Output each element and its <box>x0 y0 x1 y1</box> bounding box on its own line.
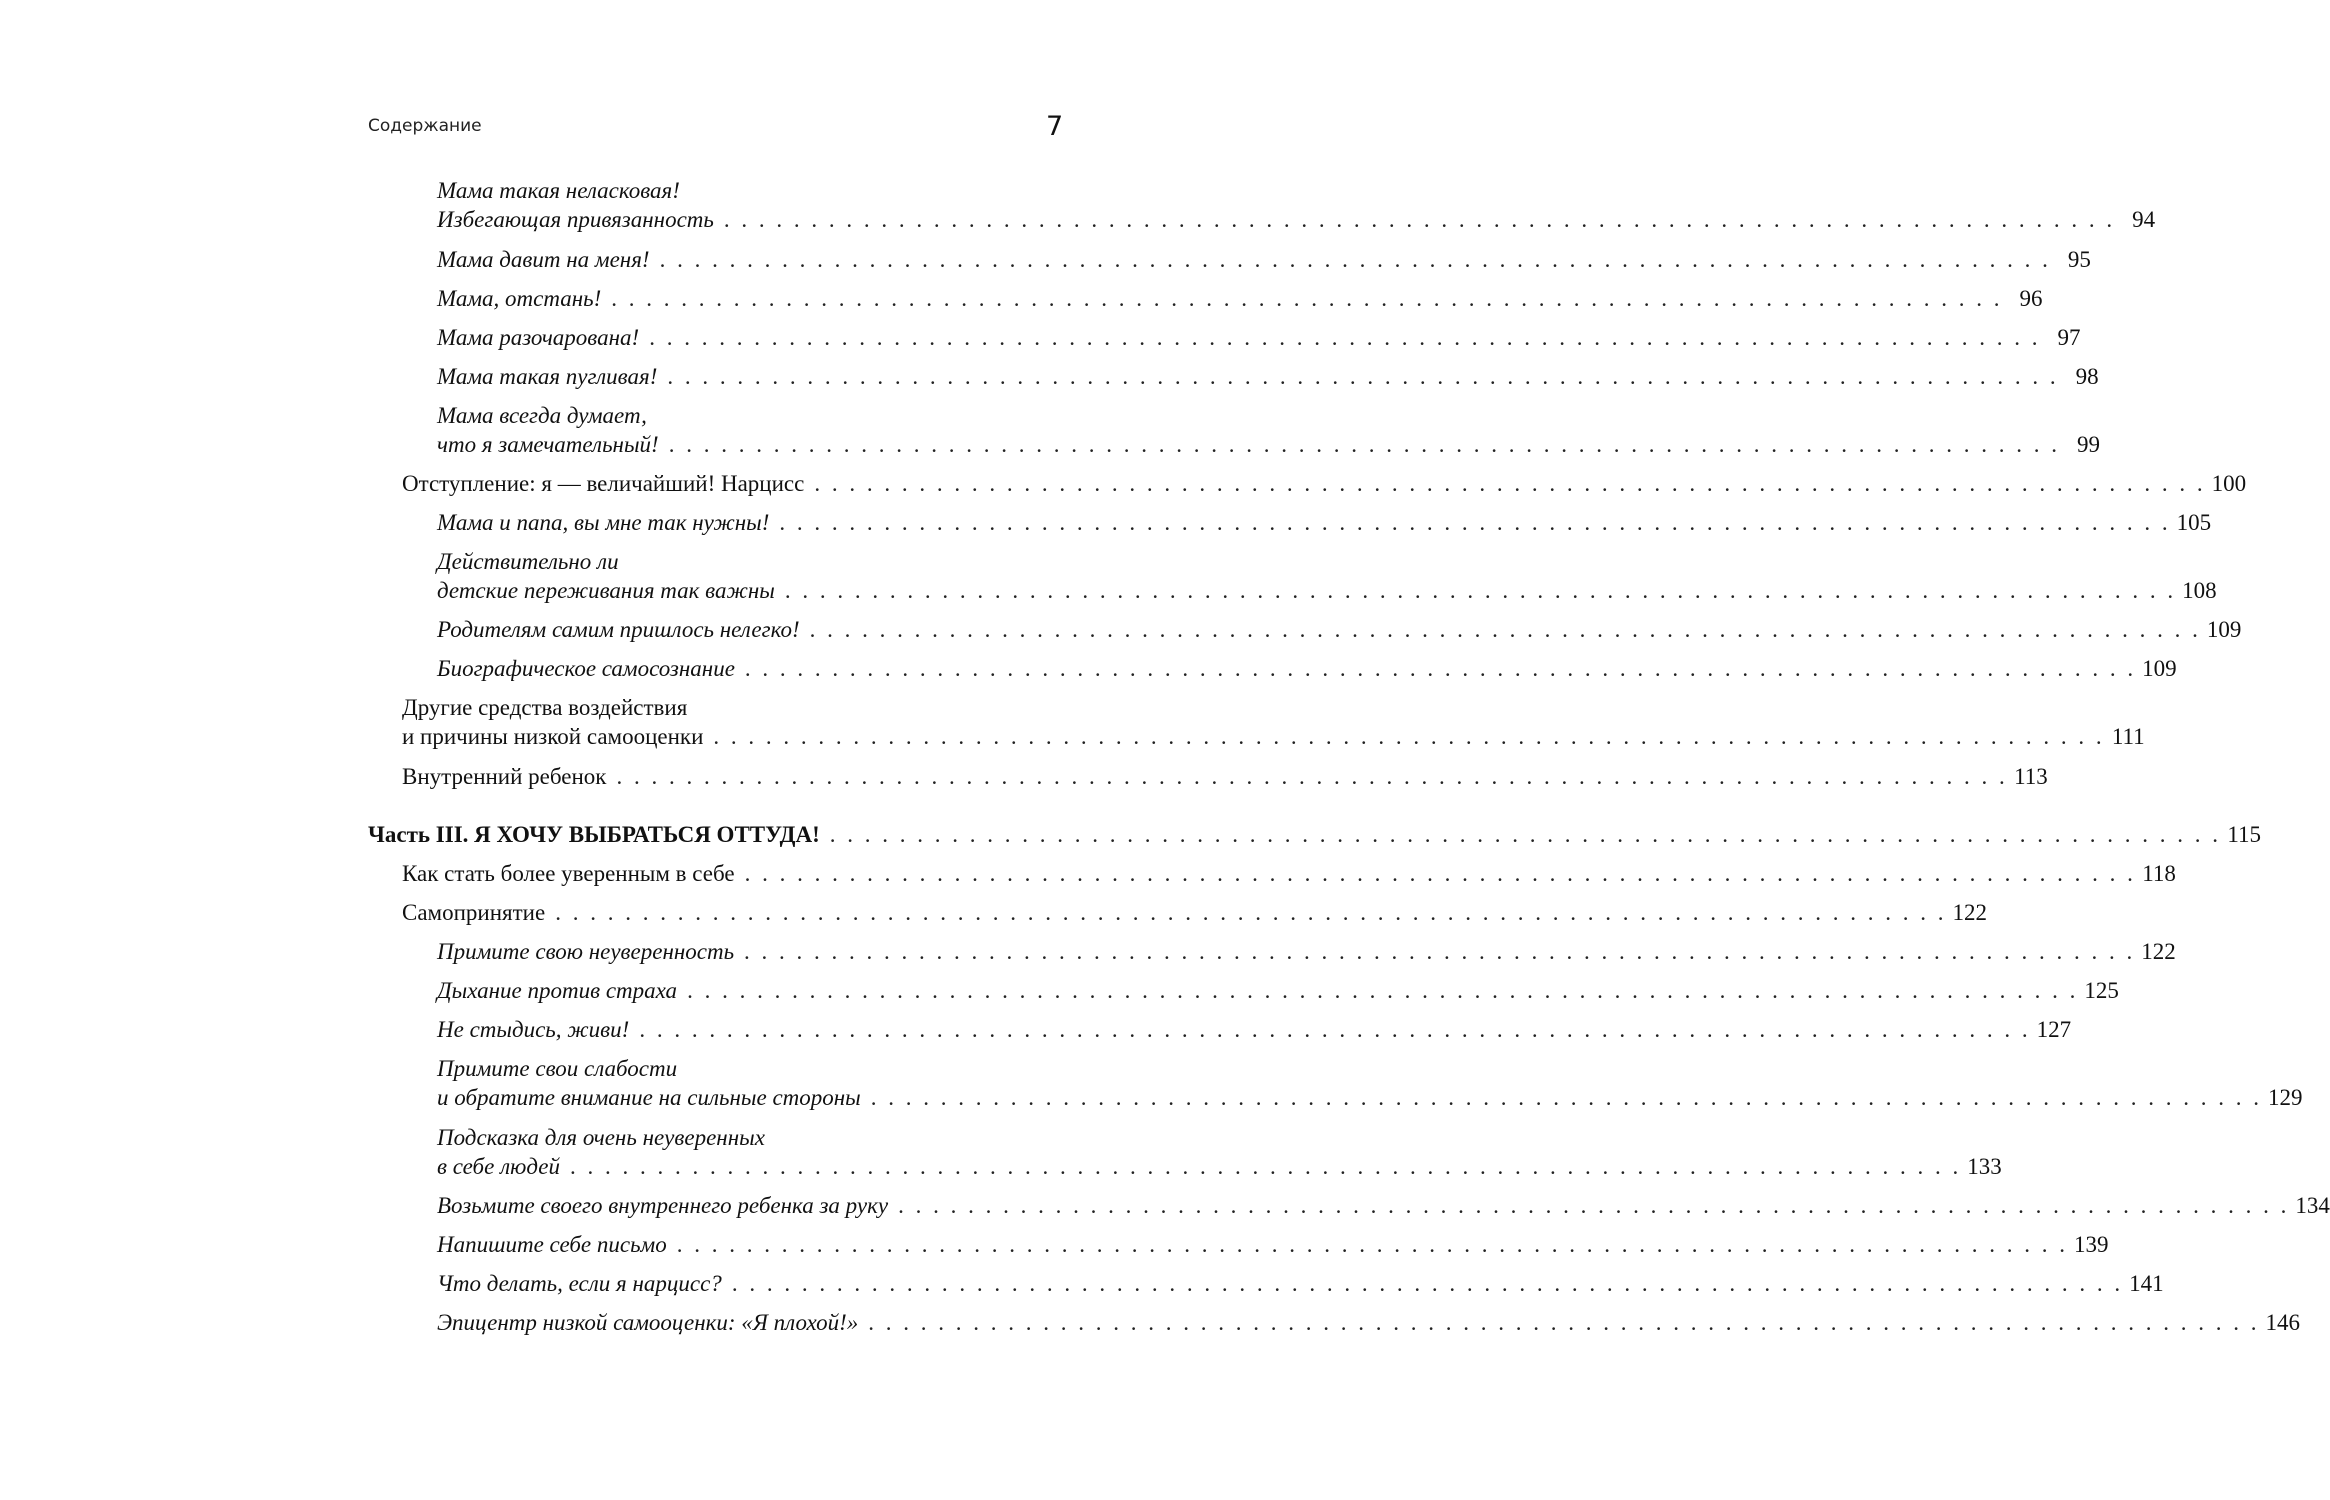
toc-entry[interactable] <box>437 284 2043 315</box>
toc-entry-title: Напишите себе письмо <box>437 1232 667 1257</box>
toc-entry-page: 115 <box>2227 822 2262 847</box>
toc-entry-page: 141 <box>2129 1271 2164 1296</box>
toc-entry-title: Возьмите своего внутреннего ребенка за руку <box>437 1193 889 1218</box>
dot-leader: . . . . . . . . . . . . . . . . . . . . . . . . . . . . . . . . . . . . . . . . . . . . . . . . . . . . . . . . . . . . . . . . . . . . . . . . . . . . . . . . <box>676 1232 2068 1257</box>
toc-entry[interactable] <box>402 898 1987 929</box>
dot-leader: . . . . . . . . . . . . . . . . . . . . . . . . . . . . . . . . . . . . . . . . . . . . . . . . . . . . . . . . . . . . . . . . . . . . . . . . . . . . . . . . <box>616 764 2008 789</box>
dot-leader: . . . . . . . . . . . . . . . . . . . . . . . . . . . . . . . . . . . . . . . . . . . . . . . . . . . . . . . . . . . . . . . . . . . . . . . . . . . . . . . . <box>744 656 2137 681</box>
dot-leader: . . . . . . . . . . . . . . . . . . . . . . . . . . . . . . . . . . . . . . . . . . . . . . . . . . . . . . . . . . . . . . . . . . . . . . . . . . . . . . . . <box>667 364 2059 389</box>
toc-entry[interactable] <box>402 693 2145 753</box>
toc-entry-page: 113 <box>2014 764 2048 789</box>
toc-entry[interactable] <box>402 469 2247 500</box>
toc-entry-title: Внутренний ребенок <box>402 764 607 789</box>
toc-entry-title: Родителям самим пришлось нелегко! <box>437 617 800 642</box>
dot-leader: . . . . . . . . . . . . . . . . . . . . . . . . . . . . . . . . . . . . . . . . . . . . . . . . . . . . . . . . . . . . . . . . . . . . . . . . . . . . . . . . <box>723 207 2116 232</box>
toc-entry-page: 108 <box>2182 578 2217 603</box>
toc-entry-title: Мама всегда думает, <box>437 403 647 428</box>
page-number: 7 <box>1046 111 1064 142</box>
toc-entry-title: Как стать более уверенным в себе <box>402 861 735 886</box>
toc-entry[interactable] <box>437 1230 2109 1261</box>
dot-leader: . . . . . . . . . . . . . . . . . . . . . . . . . . . . . . . . . . . . . . . . . . . . . . . . . . . . . . . . . . . . . . . . . . . . . . . . . . . . . . . . <box>868 1310 2260 1335</box>
toc-entry-page: 125 <box>2084 978 2119 1003</box>
dot-leader: . . . . . . . . . . . . . . . . . . . . . . . . . . . . . . . . . . . . . . . . . . . . . . . . . . . . . . . . . . . . . . . . . . . . . . . . . . . . . . . . <box>555 900 1947 925</box>
toc-entry-page: 146 <box>2265 1310 2301 1335</box>
dot-leader: . . . . . . . . . . . . . . . . . . . . . . . . . . . . . . . . . . . . . . . . . . . . . . . . . . . . . . . . . . . . . . . . . . . . . . . . . . . . . . . . <box>870 1085 2262 1110</box>
dot-leader: . . . . . . . . . . . . . . . . . . . . . . . . . . . . . . . . . . . . . . . . . . . . . . . . . . . . . . . . . . . . . . . . . . . . . . . . . . . . . . . . <box>779 510 2171 535</box>
toc-entry-title: и обратите внимание на сильные стороны <box>437 1085 861 1110</box>
toc-entry[interactable] <box>437 1123 2002 1183</box>
toc-entry-page: 134 <box>2295 1193 2330 1218</box>
dot-leader: . . . . . . . . . . . . . . . . . . . . . . . . . . . . . . . . . . . . . . . . . . . . . . . . . . . . . . . . . . . . . . . . . . . . . . . . . . . . . . . . <box>713 724 2105 749</box>
dot-leader: . . . . . . . . . . . . . . . . . . . . . . . . . . . . . . . . . . . . . . . . . . . . . . . . . . . . . . . . . . . . . . . . . . . . . . . . . . . . . . . . <box>659 247 2051 272</box>
toc-entry-title: детские переживания так важны <box>437 578 775 603</box>
toc-entry[interactable] <box>437 976 2119 1007</box>
toc-entry-page: 97 <box>2057 325 2081 350</box>
toc-entry[interactable] <box>437 547 2217 607</box>
toc-entry-page: 109 <box>2206 617 2242 642</box>
toc-entry[interactable] <box>437 245 2091 276</box>
toc-entry-title: Мама и папа, вы мне так нужны! <box>437 510 770 535</box>
toc-entry[interactable] <box>437 401 2100 461</box>
toc-entry-title: и причины низкой самооценки <box>402 724 704 749</box>
toc-entry[interactable] <box>437 937 2176 968</box>
toc-entry-page: 111 <box>2111 724 2145 749</box>
toc-entry-page: 122 <box>1952 900 1987 925</box>
toc-entry-title: Примите свою неуверенность <box>437 939 735 964</box>
toc-entry[interactable] <box>437 323 2081 354</box>
toc-entry-title: Мама, отстань! <box>437 286 602 311</box>
toc-entry[interactable] <box>437 1269 2164 1300</box>
dot-leader: . . . . . . . . . . . . . . . . . . . . . . . . . . . . . . . . . . . . . . . . . . . . . . . . . . . . . . . . . . . . . . . . . . . . . . . . . . . . . . . . <box>898 1193 2290 1218</box>
toc-entry-title: Отступление: я — величайший! Нарцисс <box>402 471 805 496</box>
toc-entry-title: Мама давит на меня! <box>437 247 650 272</box>
toc-entry[interactable] <box>402 859 2176 890</box>
toc-entry-title: Подсказка для очень неуверенных <box>437 1125 765 1150</box>
toc-entry-title: Другие средства воздействия <box>402 695 688 720</box>
toc-entry-page: 127 <box>2036 1017 2072 1042</box>
toc-entry-page: 95 <box>2067 247 2091 272</box>
toc-entry[interactable] <box>437 1191 2330 1222</box>
dot-leader: . . . . . . . . . . . . . . . . . . . . . . . . . . . . . . . . . . . . . . . . . . . . . . . . . . . . . . . . . . . . . . . . . . . . . . . . . . . . . . . . <box>569 1154 1962 1179</box>
running-head-title: Содержание <box>368 116 482 136</box>
toc-entry-title: Биографическое самосознание <box>437 656 735 681</box>
toc-entry[interactable] <box>437 176 2156 236</box>
dot-leader: . . . . . . . . . . . . . . . . . . . . . . . . . . . . . . . . . . . . . . . . . . . . . . . . . . . . . . . . . . . . . . . . . . . . . . . . . . . . . . . . <box>668 432 2060 457</box>
toc-entry-page: 139 <box>2073 1232 2109 1257</box>
dot-leader: . . . . . . . . . . . . . . . . . . . . . . . . . . . . . . . . . . . . . . . . . . . . . . . . . . . . . . . . . . . . . . . . . . . . . . . . . . . . . . . . <box>649 325 2041 350</box>
toc-entry-title: Дыхание против страха <box>437 978 678 1003</box>
toc-entry-title: Часть III. Я ХОЧУ ВЫБРАТЬСЯ ОТТУДА! <box>368 822 820 847</box>
toc-entry[interactable] <box>437 1015 2072 1046</box>
toc-entry-title: Мама разочарована! <box>437 325 640 350</box>
toc-entry-page: 98 <box>2075 364 2099 389</box>
toc-entry[interactable] <box>402 762 2048 793</box>
dot-leader: . . . . . . . . . . . . . . . . . . . . . . . . . . . . . . . . . . . . . . . . . . . . . . . . . . . . . . . . . . . . . . . . . . . . . . . . . . . . . . . . <box>744 939 2136 964</box>
toc-entry[interactable] <box>437 615 2242 646</box>
toc-entry-title: что я замечательный! <box>437 432 659 457</box>
toc-entry-title: Самопринятие <box>402 900 546 925</box>
toc-entry-page: 122 <box>2141 939 2176 964</box>
toc-entry-title: Мама такая пугливая! <box>437 364 658 389</box>
dot-leader: . . . . . . . . . . . . . . . . . . . . . . . . . . . . . . . . . . . . . . . . . . . . . . . . . . . . . . . . . . . . . . . . . . . . . . . . . . . . . . . . <box>639 1017 2031 1042</box>
dot-leader: . . . . . . . . . . . . . . . . . . . . . . . . . . . . . . . . . . . . . . . . . . . . . . . . . . . . . . . . . . . . . . . . . . . . . . . . . . . . . . . . <box>809 617 2201 642</box>
toc-entry[interactable] <box>368 820 2262 851</box>
toc-entry-page: 100 <box>2211 471 2247 496</box>
toc-entry-title: Примите свои слабости <box>437 1056 678 1081</box>
toc-entry[interactable] <box>437 654 2177 685</box>
toc-entry[interactable] <box>437 1054 2303 1114</box>
toc-entry-page: 99 <box>2076 432 2100 457</box>
toc-entry-title: Эпицентр низкой самооценки: «Я плохой!» <box>437 1310 859 1335</box>
dot-leader: . . . . . . . . . . . . . . . . . . . . . . . . . . . . . . . . . . . . . . . . . . . . . . . . . . . . . . . . . . . . . . . . . . . . . . . . . . . . . . . . <box>744 861 2136 886</box>
toc-entry-title: Действительно ли <box>437 549 619 574</box>
toc-entry-page: 94 <box>2132 207 2156 232</box>
toc-entry-page: 109 <box>2142 656 2177 681</box>
toc-entry-title: Что делать, если я нарцисс? <box>437 1271 722 1296</box>
toc-entry-page: 129 <box>2268 1085 2303 1110</box>
toc-entry[interactable] <box>437 508 2212 539</box>
toc-entry-page: 96 <box>2019 286 2043 311</box>
dot-leader: . . . . . . . . . . . . . . . . . . . . . . . . . . . . . . . . . . . . . . . . . . . . . . . . . . . . . . . . . . . . . . . . . . . . . . . . . . . . . . . . <box>731 1271 2124 1296</box>
toc-entry[interactable] <box>437 1308 2301 1339</box>
toc-entry-page: 105 <box>2176 510 2212 535</box>
toc-entry[interactable] <box>437 362 2099 393</box>
toc-entry-title: в себе людей <box>437 1154 560 1179</box>
toc-entry-title: Избегающая привязанность <box>437 207 714 232</box>
dot-leader: . . . . . . . . . . . . . . . . . . . . . . . . . . . . . . . . . . . . . . . . . . . . . . . . . . . . . . . . . . . . . . . . . . . . . . . . . . . . . . . . <box>829 822 2222 847</box>
dot-leader: . . . . . . . . . . . . . . . . . . . . . . . . . . . . . . . . . . . . . . . . . . . . . . . . . . . . . . . . . . . . . . . . . . . . . . . . . . . . . . . . <box>784 578 2177 603</box>
dot-leader: . . . . . . . . . . . . . . . . . . . . . . . . . . . . . . . . . . . . . . . . . . . . . . . . . . . . . . . . . . . . . . . . . . . . . . . . . . . . . . . . <box>814 471 2206 496</box>
dot-leader: . . . . . . . . . . . . . . . . . . . . . . . . . . . . . . . . . . . . . . . . . . . . . . . . . . . . . . . . . . . . . . . . . . . . . . . . . . . . . . . . <box>611 286 2003 311</box>
toc-entry-title: Не стыдись, живи! <box>437 1017 630 1042</box>
toc-entry-page: 118 <box>2142 861 2176 886</box>
toc-entry-title: Мама такая неласковая! <box>437 178 680 203</box>
dot-leader: . . . . . . . . . . . . . . . . . . . . . . . . . . . . . . . . . . . . . . . . . . . . . . . . . . . . . . . . . . . . . . . . . . . . . . . . . . . . . . . . <box>687 978 2079 1003</box>
toc-entry-page: 133 <box>1967 1154 2002 1179</box>
